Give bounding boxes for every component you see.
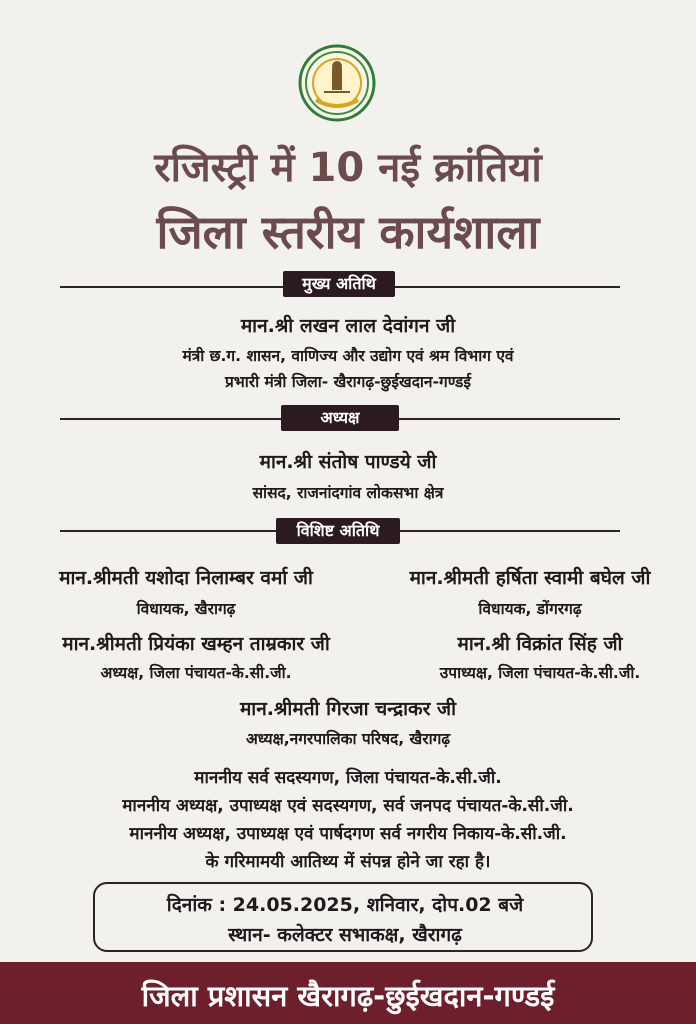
- title-line-1: रजिस्ट्री में 10 नई क्रांतियां: [154, 145, 542, 191]
- president-name: मान.श्री संतोष पाण्डये जी: [259, 451, 437, 473]
- guest-3-desc: अध्यक्ष, जिला पंचायत-के.सी.जी.: [100, 664, 292, 682]
- guest-5-name: मान.श्रीमती गिरजा चन्द्राकर जी: [239, 698, 457, 720]
- chhattisgarh-government-emblem-icon: [298, 42, 376, 124]
- guest-2-desc: विधायक, डोंगरगढ़: [478, 600, 582, 618]
- guest-2-name: मान.श्रीमती हर्षिता स्वामी बघेल जी: [409, 567, 651, 589]
- guest-1-desc: विधायक, खैरागढ़: [136, 600, 236, 618]
- closing-line-3: माननीय अध्यक्ष, उपाध्यक्ष एवं पार्षदगण सर्व नगरीय निकाय-के.सी.जी.: [129, 824, 567, 844]
- guest-4-name: मान.श्री विक्रांत सिंह जी: [457, 633, 623, 655]
- chief-guest-label: मुख्य अतिथि: [283, 271, 395, 297]
- title-line-2: जिला स्तरीय कार्यशाला: [156, 205, 540, 259]
- president-label: अध्यक्ष: [281, 405, 399, 431]
- chief-guest-desc-1: मंत्री छ.ग. शासन, वाणिज्य और उद्योग एवं श्रम विभाग एवं: [182, 347, 514, 365]
- event-venue: स्थान- कलेक्टर सभाकक्ष, खैरागढ़: [228, 924, 462, 946]
- event-details-box: [93, 882, 593, 952]
- guest-5-desc: अध्यक्ष,नगरपालिका परिषद, खैरागढ़: [245, 730, 451, 748]
- guest-1-name: मान.श्रीमती यशोदा निलाम्बर वर्मा जी: [59, 567, 313, 589]
- chief-guest-desc-2: प्रभारी मंत्री जिला- खैरागढ़-छुईखदान-गण्डई: [225, 373, 471, 391]
- closing-line-4: के गरिमामयी आतिथ्य में संपन्न होने जा रहा है।: [205, 852, 491, 872]
- closing-line-2: माननीय अध्यक्ष, उपाध्यक्ष एवं सदस्यगण, सर्व जनपद पंचायत-के.सी.जी.: [122, 796, 574, 816]
- president-desc: सांसद, राजनांदगांव लोकसभा क्षेत्र: [252, 484, 444, 502]
- guest-3-name: मान.श्रीमती प्रियंका खम्हन ताम्रकार जी: [62, 633, 330, 655]
- footer-banner: [0, 962, 696, 1024]
- event-date: दिनांक : 24.05.2025, शनिवार, दोप.02 बजे: [166, 894, 524, 916]
- closing-line-1: माननीय सर्व सदस्यगण, जिला पंचायत-के.सी.जी.: [194, 768, 502, 788]
- footer-text: जिला प्रशासन खैरागढ़-छुईखदान-गण्डई: [141, 979, 555, 1013]
- chief-guest-name: मान.श्री लखन लाल देवांगन जी: [240, 315, 456, 337]
- special-guests-label: विशिष्ट अतिथि: [276, 518, 400, 544]
- guest-4-desc: उपाध्यक्ष, जिला पंचायत-के.सी.जी.: [439, 664, 641, 682]
